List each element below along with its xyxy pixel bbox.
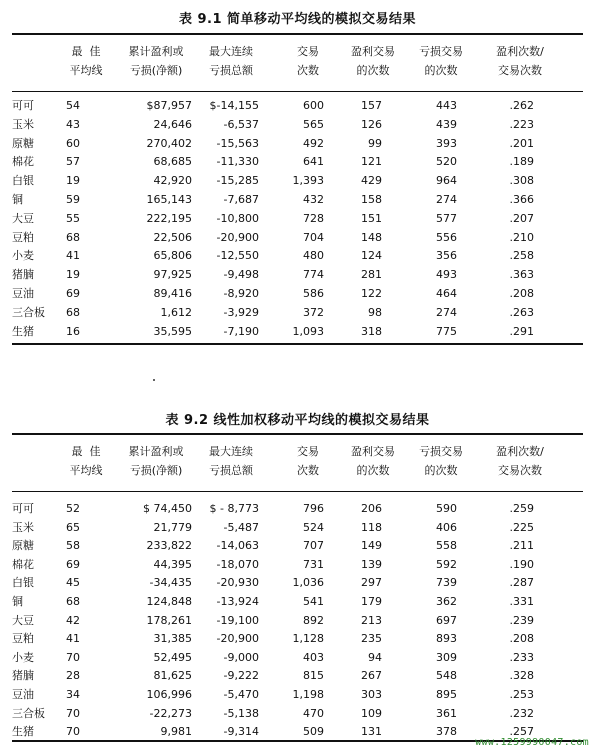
table-row [0, 229, 595, 247]
losing-trades-cell: 362 [436, 595, 457, 608]
best-average-cell: 68 [66, 230, 80, 244]
best-average-cell: 41 [66, 632, 80, 646]
winning-trades-cell: 303 [361, 688, 382, 701]
win-ratio-cell: .258 [509, 249, 534, 263]
max-drawdown-cell: -18,070 [216, 557, 259, 571]
winning-trades-cell: 126 [361, 117, 382, 131]
best-average-cell: 45 [66, 576, 80, 590]
table-row [0, 116, 595, 134]
best-average-cell: 28 [66, 669, 80, 683]
win-ratio-cell: .331 [509, 595, 534, 608]
commodity-cell: 可可 [12, 99, 34, 112]
table-row [0, 556, 595, 574]
losing-trades-cell: 893 [436, 632, 457, 646]
column-header: 累计盈利或 亏损(净额) [128, 45, 184, 77]
table-row [0, 210, 595, 228]
trades-cell: 1,393 [292, 174, 324, 188]
trades-cell: 1,093 [292, 324, 324, 338]
winning-trades-cell: 139 [361, 557, 382, 571]
table-row [0, 649, 595, 667]
winning-trades-cell: 131 [361, 725, 382, 739]
commodity-cell: 生猪 [12, 725, 34, 739]
win-ratio-cell: .211 [509, 539, 534, 553]
max-drawdown-cell: -15,285 [216, 174, 259, 188]
trades-cell: 815 [303, 669, 324, 683]
trades-cell: 492 [303, 136, 324, 150]
losing-trades-cell: 493 [436, 268, 457, 282]
best-average-cell: 34 [66, 688, 80, 701]
win-ratio-cell: .328 [509, 669, 534, 683]
commodity-cell: 三合板 [12, 305, 45, 319]
best-average-cell: 19 [66, 268, 80, 282]
trades-cell: 1,198 [292, 688, 324, 701]
win-ratio-cell: .239 [509, 613, 534, 627]
losing-trades-cell: 964 [436, 174, 457, 188]
commodity-cell: 玉米 [12, 117, 34, 131]
best-average-cell: 69 [66, 557, 80, 571]
max-drawdown-cell: $ - 8,773 [209, 502, 259, 515]
win-ratio-cell: .262 [509, 99, 534, 112]
win-ratio-cell: .257 [509, 725, 534, 739]
losing-trades-cell: 590 [436, 502, 457, 515]
winning-trades-cell: 318 [361, 324, 382, 338]
cumulative-pl-cell: $ 74,450 [143, 502, 192, 515]
max-drawdown-cell: -9,000 [223, 650, 259, 664]
column-header: 亏损交易 的次数 [419, 445, 463, 477]
table1-header-rule [12, 91, 583, 92]
commodity-cell: 小麦 [12, 650, 34, 664]
winning-trades-cell: 122 [361, 287, 382, 300]
column-header: 最 佳 平均线 [69, 445, 103, 477]
winning-trades-cell: 109 [361, 706, 382, 720]
best-average-cell: 42 [66, 613, 80, 627]
trades-cell: 796 [303, 502, 324, 515]
commodity-cell: 豆油 [12, 287, 34, 300]
losing-trades-cell: 393 [436, 136, 457, 150]
best-average-cell: 58 [66, 539, 80, 553]
commodity-cell: 猪腩 [12, 268, 34, 282]
winning-trades-cell: 151 [361, 211, 382, 225]
cumulative-pl-cell: 97,925 [153, 268, 192, 282]
losing-trades-cell: 439 [436, 117, 457, 131]
table2-top-rule [12, 433, 583, 435]
losing-trades-cell: 274 [436, 193, 457, 206]
winning-trades-cell: 99 [368, 136, 382, 150]
win-ratio-cell: .232 [509, 706, 534, 720]
max-drawdown-cell: -14,063 [216, 539, 259, 553]
win-ratio-cell: .233 [509, 650, 534, 664]
table-row [0, 574, 595, 592]
watermark: www.1259990047.com [475, 737, 589, 748]
best-average-cell: 55 [66, 211, 80, 225]
best-average-cell: 52 [66, 502, 80, 515]
losing-trades-cell: 361 [436, 706, 457, 720]
losing-trades-cell: 548 [436, 669, 457, 683]
cumulative-pl-cell: 52,495 [153, 650, 192, 664]
table2-header-rule [12, 491, 583, 492]
losing-trades-cell: 274 [436, 305, 457, 319]
commodity-cell: 豆粕 [12, 230, 34, 244]
max-drawdown-cell: -11,330 [216, 155, 259, 169]
trades-cell: 565 [303, 117, 324, 131]
losing-trades-cell: 406 [436, 520, 457, 534]
win-ratio-cell: .225 [509, 520, 534, 534]
table-row [0, 667, 595, 685]
best-average-cell: 69 [66, 287, 80, 300]
table-row [0, 247, 595, 265]
winning-trades-cell: 118 [361, 520, 382, 534]
commodity-cell: 棉花 [12, 557, 34, 571]
winning-trades-cell: 98 [368, 305, 382, 319]
best-average-cell: 41 [66, 249, 80, 263]
win-ratio-cell: .287 [509, 576, 534, 590]
trades-cell: 707 [303, 539, 324, 553]
max-drawdown-cell: -9,222 [223, 669, 259, 683]
max-drawdown-cell: -9,498 [223, 268, 259, 282]
losing-trades-cell: 356 [436, 249, 457, 263]
max-drawdown-cell: $-14,155 [209, 99, 259, 112]
cumulative-pl-cell: -22,273 [149, 706, 192, 720]
win-ratio-cell: .291 [509, 324, 534, 338]
cumulative-pl-cell: 81,625 [153, 669, 192, 683]
win-ratio-cell: .223 [509, 117, 534, 131]
column-header: 最大连续 亏损总额 [209, 45, 253, 77]
column-header: 盈利次数/ 交易次数 [496, 445, 544, 477]
max-drawdown-cell: -5,470 [223, 688, 259, 701]
losing-trades-cell: 895 [436, 688, 457, 701]
column-header: 交易 次数 [297, 445, 319, 477]
table1-top-rule [12, 33, 583, 35]
cumulative-pl-cell: 68,685 [153, 155, 192, 169]
commodity-cell: 生猪 [12, 324, 34, 338]
losing-trades-cell: 697 [436, 613, 457, 627]
losing-trades-cell: 739 [436, 576, 457, 590]
best-average-cell: 57 [66, 155, 80, 169]
cumulative-pl-cell: 124,848 [146, 595, 192, 608]
table-row [0, 593, 595, 611]
table-row [0, 172, 595, 190]
win-ratio-cell: .308 [509, 174, 534, 188]
commodity-cell: 豆油 [12, 688, 34, 701]
win-ratio-cell: .201 [509, 136, 534, 150]
table-row [0, 153, 595, 171]
winning-trades-cell: 121 [361, 155, 382, 169]
trades-cell: 480 [303, 249, 324, 263]
cumulative-pl-cell: 89,416 [153, 287, 192, 300]
win-ratio-cell: .363 [509, 268, 534, 282]
table-row [0, 537, 595, 555]
winning-trades-cell: 206 [361, 502, 382, 515]
losing-trades-cell: 520 [436, 155, 457, 169]
cumulative-pl-cell: 1,612 [160, 305, 192, 319]
column-header: 累计盈利或 亏损(净额) [128, 445, 184, 477]
commodity-cell: 白银 [12, 174, 34, 188]
win-ratio-cell: .189 [509, 155, 534, 169]
column-header: 最 佳 平均线 [69, 45, 103, 77]
winning-trades-cell: 94 [368, 650, 382, 664]
trades-cell: 372 [303, 305, 324, 319]
table-row [0, 266, 595, 284]
commodity-cell: 铜 [12, 193, 23, 206]
winning-trades-cell: 235 [361, 632, 382, 646]
commodity-cell: 大豆 [12, 613, 34, 627]
losing-trades-cell: 577 [436, 211, 457, 225]
max-drawdown-cell: -9,314 [223, 725, 259, 739]
trades-cell: 432 [303, 193, 324, 206]
table-row [0, 191, 595, 209]
max-drawdown-cell: -15,563 [216, 136, 259, 150]
cumulative-pl-cell: 233,822 [146, 539, 192, 553]
commodity-cell: 小麦 [12, 249, 34, 263]
max-drawdown-cell: -20,930 [216, 576, 259, 590]
best-average-cell: 70 [66, 706, 80, 720]
losing-trades-cell: 443 [436, 99, 457, 112]
win-ratio-cell: .190 [509, 557, 534, 571]
win-ratio-cell: .253 [509, 688, 534, 701]
trades-cell: 704 [303, 230, 324, 244]
losing-trades-cell: 775 [436, 324, 457, 338]
table-row [0, 285, 595, 303]
best-average-cell: 60 [66, 136, 80, 150]
table2-caption: 表 9.2 线性加权移动平均线的模拟交易结果 [165, 413, 430, 428]
table-row [0, 630, 595, 648]
trades-cell: 541 [303, 595, 324, 608]
losing-trades-cell: 464 [436, 287, 457, 300]
cumulative-pl-cell: 31,385 [153, 632, 192, 646]
win-ratio-cell: .207 [509, 211, 534, 225]
table-row [0, 686, 595, 704]
cumulative-pl-cell: 22,506 [153, 230, 192, 244]
max-drawdown-cell: -10,800 [216, 211, 259, 225]
table-row [0, 97, 595, 115]
winning-trades-cell: 124 [361, 249, 382, 263]
table1-bottom-rule [12, 343, 583, 345]
trades-cell: 1,128 [292, 632, 324, 646]
max-drawdown-cell: -20,900 [216, 230, 259, 244]
cumulative-pl-cell: 178,261 [146, 613, 192, 627]
losing-trades-cell: 309 [436, 650, 457, 664]
commodity-cell: 白银 [12, 576, 34, 590]
winning-trades-cell: 429 [361, 174, 382, 188]
winning-trades-cell: 157 [361, 99, 382, 112]
win-ratio-cell: .366 [509, 193, 534, 206]
cumulative-pl-cell: 65,806 [153, 249, 192, 263]
scan-speck [153, 379, 155, 381]
table-row [0, 135, 595, 153]
cumulative-pl-cell: 106,996 [146, 688, 192, 701]
column-header: 交易 次数 [297, 45, 319, 77]
winning-trades-cell: 149 [361, 539, 382, 553]
column-header: 最大连续 亏损总额 [209, 445, 253, 477]
winning-trades-cell: 148 [361, 230, 382, 244]
winning-trades-cell: 179 [361, 595, 382, 608]
trades-cell: 403 [303, 650, 324, 664]
winning-trades-cell: 158 [361, 193, 382, 206]
commodity-cell: 铜 [12, 595, 23, 608]
max-drawdown-cell: -6,537 [223, 117, 259, 131]
max-drawdown-cell: -12,550 [216, 249, 259, 263]
trades-cell: 731 [303, 557, 324, 571]
table-row [0, 500, 595, 518]
winning-trades-cell: 213 [361, 613, 382, 627]
commodity-cell: 猪腩 [12, 669, 34, 683]
win-ratio-cell: .259 [509, 502, 534, 515]
cumulative-pl-cell: $87,957 [146, 99, 192, 112]
cumulative-pl-cell: 44,395 [153, 557, 192, 571]
table-row [0, 519, 595, 537]
column-header: 盈利交易 的次数 [351, 45, 395, 77]
winning-trades-cell: 267 [361, 669, 382, 683]
table-row [0, 323, 595, 341]
best-average-cell: 65 [66, 520, 80, 534]
max-drawdown-cell: -13,924 [216, 595, 259, 608]
winning-trades-cell: 281 [361, 268, 382, 282]
trades-cell: 774 [303, 268, 324, 282]
best-average-cell: 68 [66, 595, 80, 608]
best-average-cell: 70 [66, 650, 80, 664]
column-header: 盈利次数/ 交易次数 [496, 45, 544, 77]
commodity-cell: 可可 [12, 502, 34, 515]
max-drawdown-cell: -20,900 [216, 632, 259, 646]
trades-cell: 524 [303, 520, 324, 534]
win-ratio-cell: .208 [509, 632, 534, 646]
cumulative-pl-cell: 21,779 [153, 520, 192, 534]
win-ratio-cell: .210 [509, 230, 534, 244]
trades-cell: 892 [303, 613, 324, 627]
max-drawdown-cell: -19,100 [216, 613, 259, 627]
losing-trades-cell: 378 [436, 725, 457, 739]
cumulative-pl-cell: 24,646 [153, 117, 192, 131]
table-row [0, 612, 595, 630]
commodity-cell: 三合板 [12, 706, 45, 720]
cumulative-pl-cell: 165,143 [146, 193, 192, 206]
best-average-cell: 59 [66, 193, 80, 206]
best-average-cell: 68 [66, 305, 80, 319]
cumulative-pl-cell: 35,595 [153, 324, 192, 338]
best-average-cell: 19 [66, 174, 80, 188]
trades-cell: 728 [303, 211, 324, 225]
max-drawdown-cell: -8,920 [223, 287, 259, 300]
column-header: 亏损交易 的次数 [419, 45, 463, 77]
commodity-cell: 豆粕 [12, 632, 34, 646]
losing-trades-cell: 558 [436, 539, 457, 553]
win-ratio-cell: .208 [509, 287, 534, 300]
best-average-cell: 54 [66, 99, 80, 112]
table-row [0, 304, 595, 322]
table1-caption: 表 9.1 简单移动平均线的模拟交易结果 [178, 12, 417, 27]
trades-cell: 509 [303, 725, 324, 739]
cumulative-pl-cell: -34,435 [149, 576, 192, 590]
losing-trades-cell: 556 [436, 230, 457, 244]
commodity-cell: 玉米 [12, 520, 34, 534]
commodity-cell: 原糖 [12, 136, 34, 150]
max-drawdown-cell: -7,687 [223, 193, 259, 206]
max-drawdown-cell: -7,190 [223, 324, 259, 338]
losing-trades-cell: 592 [436, 557, 457, 571]
cumulative-pl-cell: 222,195 [146, 211, 192, 225]
max-drawdown-cell: -5,487 [223, 520, 259, 534]
cumulative-pl-cell: 270,402 [146, 136, 192, 150]
trades-cell: 600 [303, 99, 324, 112]
trades-cell: 470 [303, 706, 324, 720]
commodity-cell: 大豆 [12, 211, 34, 225]
best-average-cell: 16 [66, 324, 80, 338]
trades-cell: 641 [303, 155, 324, 169]
max-drawdown-cell: -5,138 [223, 706, 259, 720]
max-drawdown-cell: -3,929 [223, 305, 259, 319]
trades-cell: 586 [303, 287, 324, 300]
cumulative-pl-cell: 42,920 [153, 174, 192, 188]
cumulative-pl-cell: 9,981 [160, 725, 192, 739]
commodity-cell: 棉花 [12, 155, 34, 169]
column-header: 盈利交易 的次数 [351, 445, 395, 477]
winning-trades-cell: 297 [361, 576, 382, 590]
commodity-cell: 原糖 [12, 539, 34, 553]
trades-cell: 1,036 [292, 576, 324, 590]
best-average-cell: 70 [66, 725, 80, 739]
win-ratio-cell: .263 [509, 305, 534, 319]
table-row [0, 705, 595, 723]
best-average-cell: 43 [66, 117, 80, 131]
